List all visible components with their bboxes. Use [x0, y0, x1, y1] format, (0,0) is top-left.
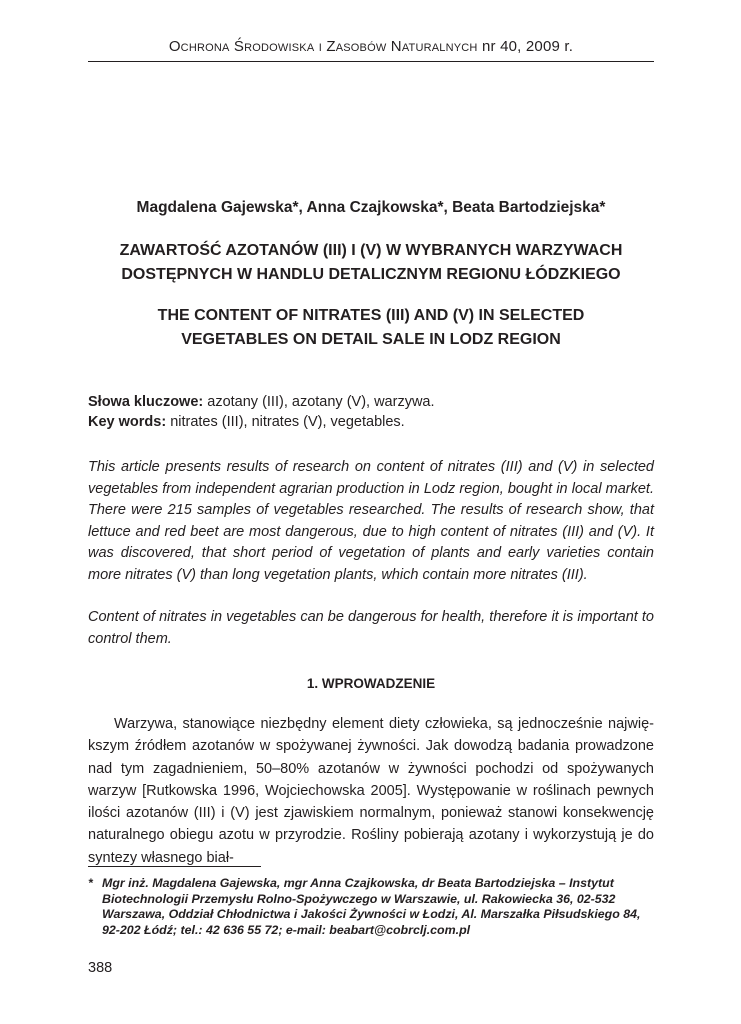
footnote-text: Mgr inż. Magdalena Gajewska, mgr Anna Czajkowska, dr Beata Bartodziejska – Instytut Biotechnologii Przemysłu Rolno-Spożywczego w Warszawie, ul. Rakowiecka 36, 02-532 Warszawa, Oddział Chłodnictwa i Jakości Żywności w Łodzi, Al. Marszałka Piłsudskiego 84, 92-202 Łódź; tel.: 42 636 55 72; e-mail: beabart@cobrclj.com.pl: [102, 876, 641, 937]
keywords-polish-value: azotany (III), azotany (V), warzywa.: [203, 394, 435, 410]
journal-name: Ochrona Środowiska i Zasobów Naturalnych: [168, 38, 478, 55]
introduction-paragraph: Warzywa, stanowiące niezbędny element diety człowieka, są jednocześnie największym źródłem azotanów w spożywanej żywności. Jak dowodzą badania prowadzone nad tym zagadnieniem, 50–80% azotanów w żywności pochodzi od spożywanych warzyw [Rutkowska 1996, Wojciechowska 2005]. Występowanie w roślinach pewnych ilości azotanów (III) i (V) jest zjawiskiem normalnym, ponieważ stanowi konsekwencję naturalnego obiegu azotu w przyrodzie. Rośliny pobierają azotany i wykorzystują je do syntezy własnego biał-: [88, 716, 654, 866]
running-header: [88, 38, 654, 55]
keywords-english-label: Key words:: [88, 414, 167, 430]
abstract-paragraph-1: This article presents results of research on content of nitrates (III) and (V) in selected vegetables from independent agrarian production in Lodz region, bought in local market. There were 215 samples of vegetables researched. The results of research show, that lettuce and red beet are most dangerous, due to high content of nitrates (III) and (V). It was discovered, that short period of vegetation of plants and early varieties contain more nitrates (V) than long vegetation plants, which contain more nitrates (III).: [88, 459, 654, 583]
title-english: [88, 304, 654, 352]
keywords-english: [88, 414, 654, 430]
keywords-english-value: nitrates (III), nitrates (V), vegetables.: [166, 414, 405, 430]
keywords-polish: [88, 394, 654, 410]
article-authors: Magdalena Gajewska*, Anna Czajkowska*, Beata Bartodziejska*: [136, 199, 606, 216]
keywords-polish-label: Słowa kluczowe:: [88, 394, 204, 410]
title-polish-line-1: ZAWARTOŚĆ AZOTANÓW (III) I (V) W WYBRANYCH WARZYWACH: [119, 242, 623, 259]
abstract-paragraph-2: Content of nitrates in vegetables can be dangerous for health, therefore it is important to control them.: [88, 609, 654, 647]
title-polish-line-2: DOSTĘPNYCH W HANDLU DETALICZNYM REGIONU ŁÓDZKIEGO: [121, 266, 621, 283]
page-number: 388: [88, 960, 113, 976]
issue-info: nr 40, 2009 r.: [481, 38, 574, 55]
section-heading-introduction: 1. WPROWADZENIE: [306, 676, 436, 691]
title-polish: [88, 239, 654, 287]
header-divider: [88, 61, 654, 62]
title-english-line-1: THE CONTENT OF NITRATES (III) AND (V) IN SELECTED: [157, 307, 585, 324]
footnote-divider: [88, 866, 261, 867]
author-affiliation-footnote: [88, 876, 654, 938]
title-english-line-2: VEGETABLES ON DETAIL SALE IN LODZ REGION: [181, 331, 561, 348]
footnote-marker: *: [88, 876, 93, 890]
